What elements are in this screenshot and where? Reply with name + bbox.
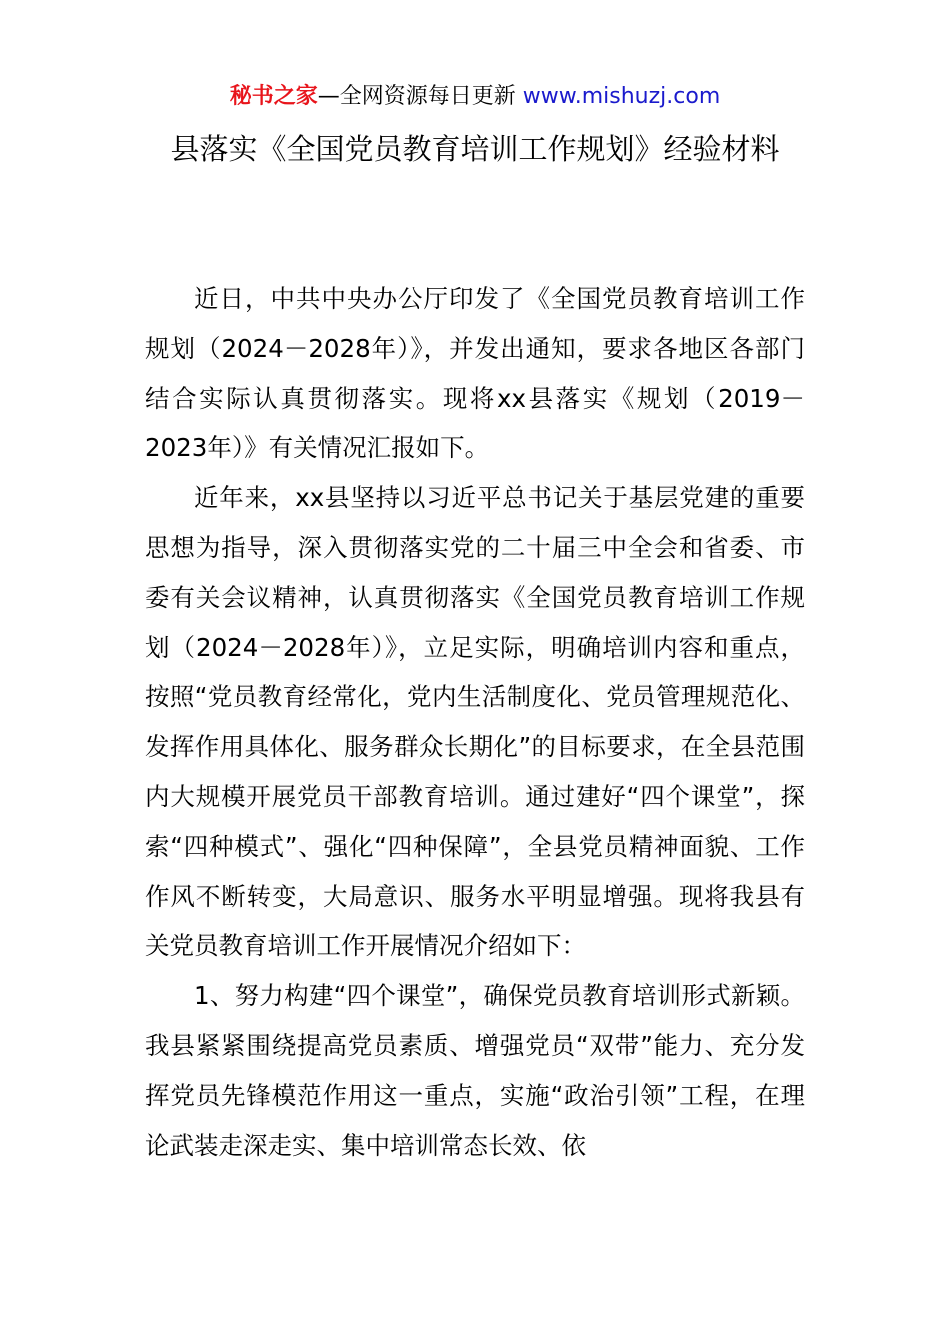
- site-url-link[interactable]: www.mishuzj.com: [522, 84, 721, 109]
- document-body: [145, 274, 805, 1170]
- document-title: 县落实《全国党员教育培训工作规划》经验材料: [170, 132, 780, 166]
- header-separator: —: [317, 84, 340, 109]
- site-brand: 秘书之家: [229, 84, 318, 109]
- site-tagline: 全网资源每日更新: [339, 84, 523, 109]
- paragraph-overview: 近年来，xx县坚持以习近平总书记关于基层党建的重要思想为指导，深入贯彻落实党的二十届三中全会和省委、市委有关会议精神，认真贯彻落实《全国党员教育培训工作规划（2024－2028年）》，立足实际，明确培训内容和重点，按照“党员教育经常化，党内生活制度化、党员管理规范化、发挥作用具体化、服务群众长期化”的目标要求，在全县范围内大规模开展党员干部教育培训。通过建好“四个课堂”，探索“四种模式”、强化“四种保障”，全县党员精神面貌、工作作风不断转变，大局意识、服务水平明显增强。现将我县有关党员教育培训工作开展情况介绍如下：: [145, 483, 805, 961]
- paragraph-section-1: 1、努力构建“四个课堂”，确保党员教育培训形式新颖。我县紧紧围绕提高党员素质、增强党员“双带”能力、充分发挥党员先锋模范作用这一重点，实施“政治引领”工程，在理论武装走深走实、集中培训常态长效、依: [145, 981, 805, 1160]
- site-header: [0, 80, 950, 114]
- paragraph-intro: 近日，中共中央办公厅印发了《全国党员教育培训工作规划（2024－2028年）》，并发出通知，要求各地区各部门结合实际认真贯彻落实。现将xx县落实《规划（2019－2023年）》有关情况汇报如下。: [145, 284, 805, 463]
